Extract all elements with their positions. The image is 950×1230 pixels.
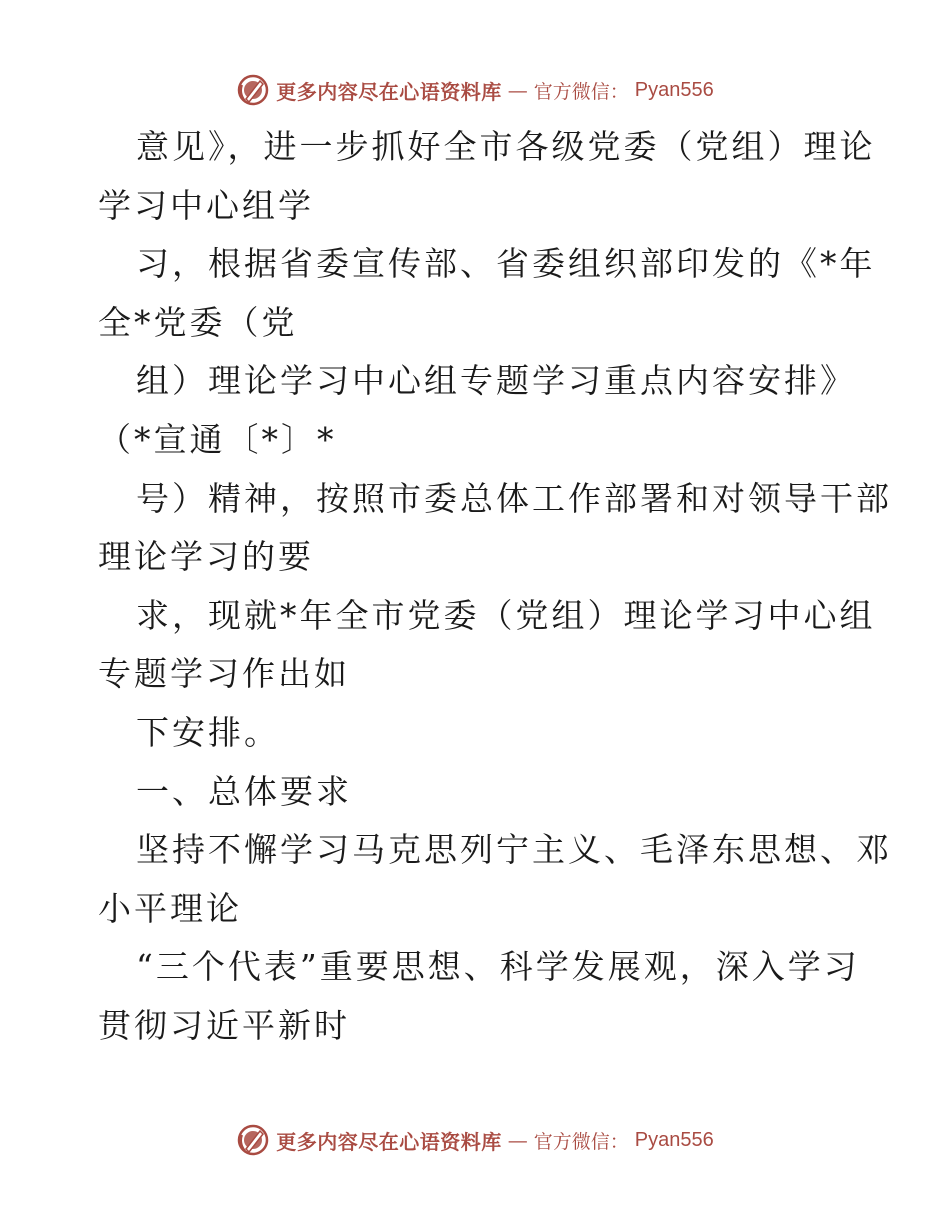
fountain-pen-seal-icon (236, 1123, 270, 1157)
text-line: 学习中心组学 (98, 185, 314, 225)
fountain-pen-seal-icon (236, 73, 270, 107)
watermark-label: 官方微信： (533, 1130, 629, 1153)
watermark-dash: — (507, 78, 528, 102)
text-line: 坚持不懈学习马克思列宁主义、毛泽东思想、邓 (136, 830, 892, 870)
text-line: 贯彻习近平新时 (98, 1005, 350, 1045)
header-watermark (0, 70, 950, 110)
watermark-dash: — (507, 1128, 528, 1152)
text-line: 理论学习的要 (98, 537, 314, 577)
text-line: 一、总体要求 (136, 771, 352, 811)
text-line: 意见》，进一步抓好全市各级党委（党组）理论 (136, 127, 876, 166)
text-line: 习，根据省委宣传部、省委组织部印发的《*年 (136, 244, 876, 284)
text-line: （*宣通〔*〕* (98, 419, 337, 459)
text-line: 号）精神，按照市委总体工作部署和对领导干部 (136, 478, 892, 518)
watermark-text: 更多内容尽在心语资料库 (276, 1129, 502, 1154)
watermark-text: 更多内容尽在心语资料库 (276, 79, 502, 104)
text-line: 下安排。 (136, 712, 280, 752)
text-line: 小平理论 (98, 888, 242, 928)
text-line: 组）理论学习中心组专题学习重点内容安排》 (136, 361, 856, 401)
text-line: “三个代表”重要思想、科学发展观，深入学习 (136, 947, 860, 987)
watermark-id: Pyan556 (634, 78, 714, 101)
text-line: 求，现就*年全市党委（党组）理论学习中心组 (136, 595, 876, 635)
watermark-label: 官方微信： (533, 80, 629, 103)
watermark-id: Pyan556 (634, 1128, 714, 1151)
text-line: 全*党委（党 (98, 302, 298, 342)
footer-watermark (0, 1120, 950, 1160)
document-body (98, 118, 892, 1056)
text-line: 专题学习作出如 (98, 654, 350, 694)
